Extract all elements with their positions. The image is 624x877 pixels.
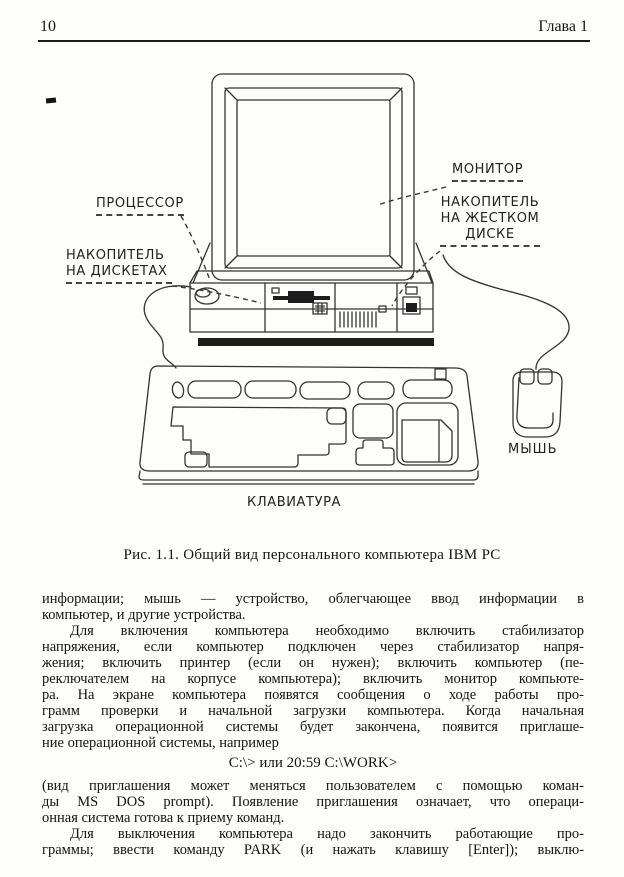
system-unit-drawing [190, 271, 434, 346]
body-text [42, 591, 584, 858]
mouse-drawing [513, 369, 562, 437]
label-keyboard: КЛАВИАТУРА [247, 495, 342, 510]
label-floppy-drive [66, 248, 172, 284]
unit-shadow [198, 338, 434, 346]
body-line: жения; включить принтер (если он нужен); включить компьютер (пе- [42, 655, 584, 671]
label-monitor: МОНИТОР [452, 162, 523, 182]
keyboard-led [435, 369, 446, 379]
floppy-drive-drawing [272, 288, 330, 314]
body-line: онная система готова к приему команд. [42, 810, 285, 826]
leader-lines [172, 187, 446, 306]
label-hdd-line2: НА ЖЕСТКОМ [440, 211, 540, 226]
mouse-cable [443, 255, 569, 369]
label-hdd-line1: НАКОПИТЕЛЬ [440, 195, 540, 210]
body-line: информации; мышь — устройство, облегчающее ввод информации в [42, 591, 584, 607]
label-hdd-line3: ДИСКЕ [465, 227, 515, 242]
label-mouse: МЫШЬ [508, 442, 558, 457]
body-line: загрузка операционной системы будет закончена, появится приглаше- [42, 719, 584, 735]
label-floppy-line1: НАКОПИТЕЛЬ [66, 248, 165, 263]
page-number: 10 [40, 18, 56, 35]
esc-key [171, 381, 185, 399]
label-hard-disk [440, 195, 540, 247]
body-line: реключателем на корпусе компьютера); включить монитор компьюте- [42, 671, 584, 687]
numpad-block [397, 403, 458, 465]
body-line: грамм проверки и начальной загрузки компьютера. Когда начальная [42, 703, 584, 719]
keyboard-cable [144, 286, 191, 368]
body-line: компьютер, и другие устройства. [42, 607, 246, 623]
edit-key-block [353, 404, 393, 438]
arrow-key-cluster [356, 440, 394, 465]
body-line: граммы; ввести команду PARK (и нажать клавишу [Enter]); выклю- [42, 842, 584, 858]
figure-caption: Рис. 1.1. Общий вид персонального компьютера IBM PC [123, 547, 501, 563]
label-processor: ПРОЦЕССОР [96, 196, 184, 216]
label-floppy-line2: НА ДИСКЕТАХ [66, 264, 168, 279]
monitor-drawing [193, 74, 432, 283]
body-line: (вид приглашения может меняться пользователем с помощью коман- [42, 778, 584, 794]
keyboard-drawing [139, 366, 478, 484]
chapter-title: Глава 1 [538, 18, 588, 35]
monitor-leader [378, 187, 446, 205]
dos-prompt-line: C:\> или 20:59 C:\WORK> [228, 755, 398, 771]
body-line: ра. На экране компьютера появятся сообщения о ходе работы про- [42, 687, 584, 703]
keylock-drawing [403, 287, 420, 314]
body-line: ды MS DOS prompt). Появление приглашения означает, что операци- [42, 794, 584, 810]
body-line: Для включения компьютера необходимо включить стабилизатор [70, 623, 584, 639]
body-line: напряжения, если компьютер подключен через стабилизатор напря- [42, 639, 584, 655]
main-key-block [171, 407, 346, 467]
body-line: ние операционной системы, например [42, 735, 279, 751]
body-line: Для выключения компьютера надо закончить работающие про- [70, 826, 584, 842]
